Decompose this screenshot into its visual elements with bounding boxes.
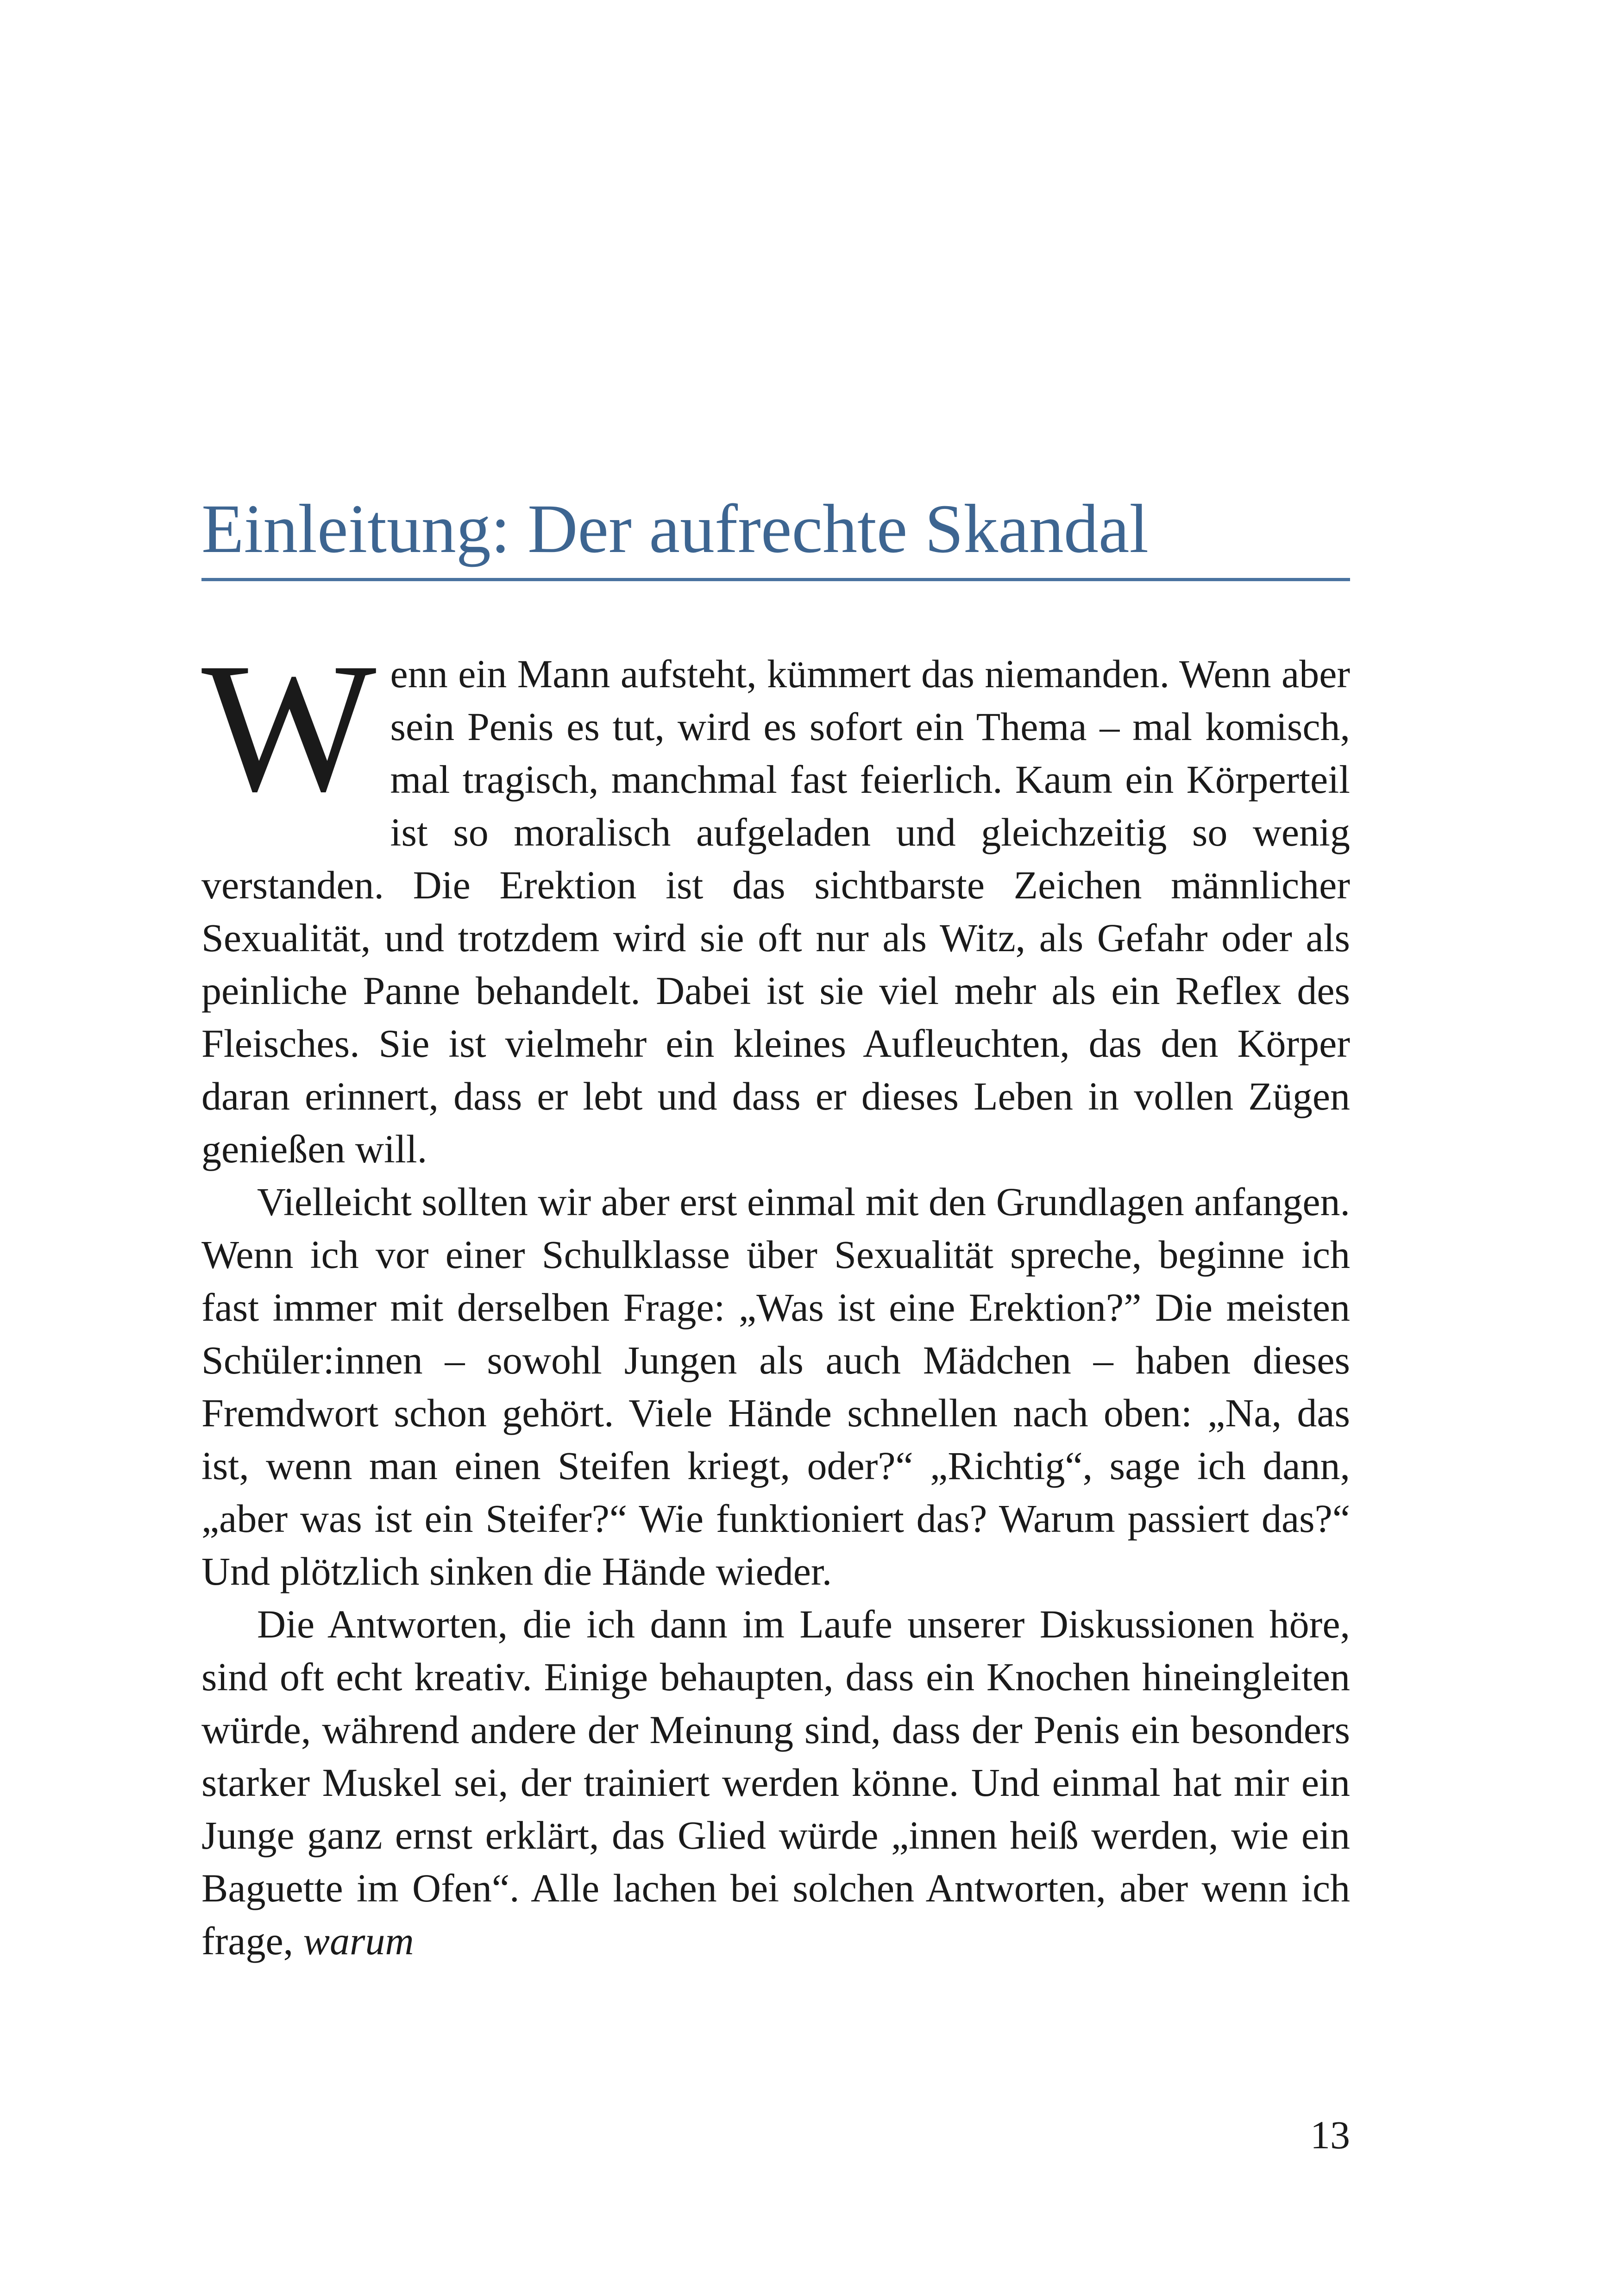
paragraph-3 bbox=[201, 1598, 1350, 1967]
body-text bbox=[201, 625, 1350, 1967]
paragraph-2: Vielleicht sollten wir aber erst einmal mit den Grundlagen anfangen. Wenn ich vor einer Schulklasse über Sexualität spreche, beginne ich fast immer mit derselben Frage: „Was ist eine Erektion?” Die meisten Schüler:innen – sowohl Jungen als auch Mädchen – haben dieses Fremdwort schon gehört. Viele Hände schnellen nach oben: „Na, das ist, wenn man einen Steifen kriegt, oder?“ „Richtig“, sage ich dann, „aber was ist ein Steifer?“ Wie funktioniert das? Warum passiert das?“ Und plötzlich sinken die Hände wieder. bbox=[201, 1179, 1350, 1593]
heading-rule bbox=[201, 578, 1350, 581]
drop-cap: W bbox=[201, 625, 377, 830]
page-number: 13 bbox=[1310, 2113, 1350, 2157]
chapter-heading: Einleitung: Der aufrechte Skandal bbox=[201, 490, 1149, 567]
paragraph-3-text: Die Antworten, die ich dann im Laufe unserer Diskussionen höre, sind oft echt kreativ. Einige behaupten, dass ein Knochen hineingleiten würde, während andere der Meinung sind, dass der Penis ein besonders starker Muskel sei, der trainiert werden könne. Und einmal hat mir ein Junge ganz ernst erklärt, das Glied würde „innen heiß werden, wie ein Baguette im Ofen“. Alle lachen bei solchen Antworten, aber wenn ich frage, bbox=[201, 1602, 1350, 1963]
paragraph-3-italic: warum bbox=[303, 1919, 414, 1963]
paragraph-1 bbox=[201, 625, 1350, 1175]
paragraph-1-text: enn ein Mann aufsteht, kümmert das niemanden. Wenn aber sein Penis es tut, wird es sofort ein Thema – mal komisch, mal tragisch, manchmal fast feierlich. Kaum ein Körperteil ist so moralisch aufgeladen und gleichzeitig so wenig verstanden. Die Erektion ist das sichtbarste Zeichen männlicher Sexualität, und trotzdem wird sie oft nur als Witz, als Gefahr oder als peinliche Panne behandelt. Dabei ist sie viel mehr als ein Reflex des Fleisches. Sie ist vielmehr ein kleines Aufleuchten, das den Körper daran erinnert, dass er lebt und dass er dieses Leben in vollen Zügen genießen will. bbox=[201, 652, 1350, 1171]
